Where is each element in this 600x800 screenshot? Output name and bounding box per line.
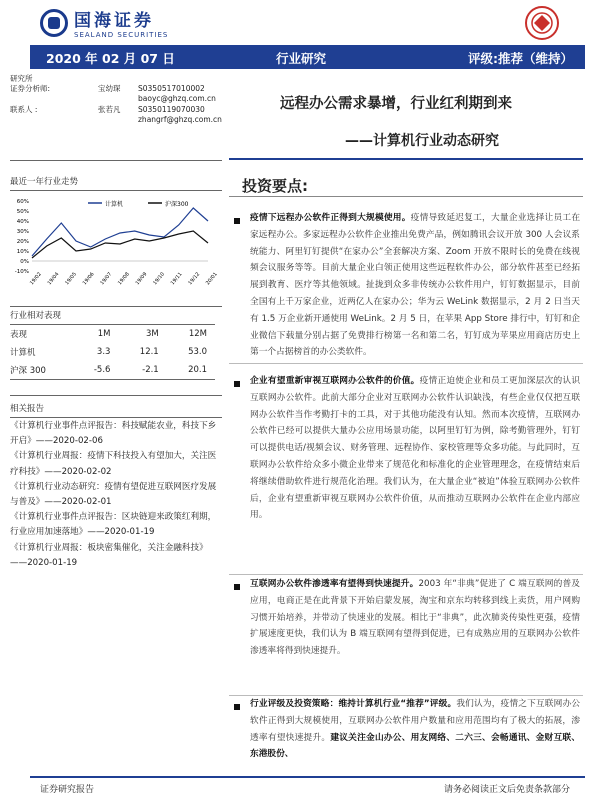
table-header-row <box>10 325 215 344</box>
x-tick-label: 19/11 <box>169 271 184 287</box>
reports-heading: 相关报告 <box>10 404 45 414</box>
y-tick-label: 10% <box>16 249 29 255</box>
report-link[interactable]: 《计算机行业事件点评报告：科技赋能农业，科技下乡开启》——2020-02-06 <box>10 421 217 447</box>
table-header-cell: 1M <box>97 329 111 339</box>
point-1-text: 疫情导致延迟复工，大量企业选择让员工在家远程办公。多家远程办公软件企业推出免费产品，例如腾讯会议开放 300 人会议系统能力、阿里钉钉提供“在家办公”全套解决方案、Zoom 开放不限时长的免费在线视频会议服务等等。目前大量企业白领正使用这些远程软件办公，部分软件甚至已经拓展到教育、医疗等其他领域。扯拢到众多非传统办公软件用户，钉钉数据显示，目前全国有上千万家企业，近两亿人在家办公；华为云 WeLink 数据显示，2 月 2 日当天有 1.5 万企业新开通使用 WeLink。2 月 5 日，在苹果 App Store 排行中，钉钉和企业微信下载量分别占据了免费排行榜第一名和第二名，钉钉成为苹果应用商店历史上第一个占据榜首的办公类软件。 <box>250 213 581 358</box>
contact-name: 张若凡 <box>98 105 121 114</box>
reports-list <box>10 418 222 571</box>
y-tick-label: 40% <box>16 219 29 225</box>
table-row <box>10 361 215 380</box>
bullet-icon <box>234 218 240 224</box>
report-link[interactable]: 《计算机行业事件点评报告：区块链迎来政策红利期，行业应用加速落地》——2020-01-19 <box>10 512 217 538</box>
point-2-lead: 企业有望重新审视互联网办公软件的价值。 <box>250 376 420 386</box>
table-cell: -5.6 <box>93 365 111 375</box>
y-tick-label: 30% <box>16 229 29 235</box>
divider <box>229 196 583 197</box>
y-tick-label: 50% <box>16 209 29 215</box>
contact-email[interactable]: zhangrf@ghzq.com.cn <box>138 115 222 124</box>
footer-right: 请务必阅读正文后免责条款部分 <box>443 785 570 795</box>
point-3-lead: 互联网办公软件渗透率有望得到快速提升。 <box>250 579 419 589</box>
table-cell: 计算机 <box>10 348 36 358</box>
point-3-text: 2003 年“非典”促进了 C 端互联网的普及应用，电商正是在此背景下开始启蒙发展，淘宝和京东均转移到线上卖货，用户网购习惯开始培养，并带动了快速业的发展。相比于“非典”，此次肺炎传染性更强，疫情扩展速度更快，我们认为 B 端互联网有望得到促进，已有成熟应用的互联网办公软件渗透率将得到快速提升。 <box>250 579 580 657</box>
point-2-text: 疫情正迫使企业和员工更加深层次的认识互联网办公软件。此前大部分企业对互联网办公软件认识缺浅，有些企业仅仅把互联网办公软件当作考勤打卡的工具，对于其他功能没有认知。然而本次疫情，互联网办公软件已经可以提供大量办公应用场景功能，以阿里钉钉为例，除考勤管理外，钉钉可以提供电话/视频会议、财务管理、远程协作、家校管理等众多功能。与此同时，互联网办公软件给众多小微企业带来了规范化和标准化的企业管理理念，在疫情结束后将继续借助软件进行规范化治理。我们认为，在大量企业“被迫”体验互联网办公软件后，企业有望重新审视互联网办公软件价值，从而推动互联网办公软件在企业内部应用。 <box>250 376 581 521</box>
logo-mark-icon <box>40 9 68 37</box>
emblem-icon <box>522 4 562 42</box>
contact-label: 联系人 : <box>10 105 38 114</box>
bullet-icon <box>234 704 240 710</box>
point-4-tail: 建议关注金山办公、用友网络、二六三、会畅通讯、金财互联、东港股份、 <box>250 732 581 760</box>
report-link[interactable]: 《计算机行业周报：板块密集催化，关注金融科技》——2020-01-19 <box>10 542 208 568</box>
trend-chart <box>10 193 219 303</box>
point-4 <box>250 696 580 763</box>
table-cell: 20.1 <box>188 365 207 375</box>
report-category: 行业研究 <box>276 51 327 66</box>
company-name-cn: 国海证券 <box>74 11 154 31</box>
analyst-id: S0350517010002 <box>138 84 205 93</box>
divider <box>229 363 583 364</box>
x-tick-label: 19/09 <box>134 271 149 287</box>
trend-heading: 最近一年行业走势 <box>10 177 79 187</box>
footer-divider <box>30 776 585 778</box>
table-cell: -2.1 <box>142 365 159 375</box>
x-tick-label: 20/01 <box>204 271 219 287</box>
table-cell: 3.3 <box>96 347 111 357</box>
analyst-email[interactable]: baoyc@ghzq.com.cn <box>138 94 216 103</box>
series-line-hs300 <box>32 231 208 258</box>
analyst-name: 宝幼琛 <box>98 84 121 93</box>
x-tick-label: 19/05 <box>64 271 79 287</box>
report-date: 2020 年 02 月 07 日 <box>46 51 175 66</box>
point-4-lead: 行业评级及投资策略：维持计算机行业“推荐”评级。 <box>250 699 457 709</box>
title-divider <box>229 158 583 160</box>
performance-table <box>10 324 215 380</box>
bullet-icon <box>234 381 240 387</box>
dept-label: 研究所 <box>10 74 33 83</box>
divider <box>10 190 222 191</box>
report-title: 远程办公需求暴增，行业红利期到来 <box>280 96 512 112</box>
divider <box>229 574 583 575</box>
analyst-label: 证券分析师: <box>10 84 51 93</box>
point-2 <box>250 373 580 524</box>
company-name-en: SEALAND SECURITIES <box>74 31 169 39</box>
x-tick-label: 19/04 <box>46 271 61 287</box>
x-tick-label: 19/10 <box>152 271 167 287</box>
x-tick-label: 19/06 <box>81 271 96 287</box>
legend-label-computer: 计算机 <box>105 201 124 208</box>
x-tick-label: 19/08 <box>116 271 131 287</box>
point-1 <box>250 210 580 361</box>
header-band <box>30 45 585 69</box>
bullet-icon <box>234 584 240 590</box>
x-tick-label: 19/02 <box>28 271 43 287</box>
company-logo <box>40 6 168 39</box>
table-header-cell: 表现 <box>10 330 28 340</box>
series-line-computer <box>32 208 208 256</box>
table-header-cell: 3M <box>145 329 159 339</box>
point-1-lead: 疫情下远程办公软件正得到大规模使用。 <box>250 213 411 223</box>
point-3 <box>250 576 580 660</box>
table-cell: 12.1 <box>139 347 159 357</box>
table-row <box>10 343 215 361</box>
analyst-block <box>10 74 222 125</box>
investment-heading: 投资要点: <box>242 177 308 195</box>
x-tick-label: 19/07 <box>99 271 114 287</box>
table-header-cell: 12M <box>188 329 207 339</box>
y-tick-label: 60% <box>16 199 29 205</box>
y-tick-label: 0% <box>20 259 29 265</box>
report-link[interactable]: 《计算机行业动态研究：疫情有望促进互联网医疗发展与普及》——2020-02-01 <box>10 481 217 508</box>
x-tick-label: 19/12 <box>187 271 202 287</box>
table-cell: 53.0 <box>188 347 207 357</box>
footer-left: 证券研究报告 <box>40 785 95 795</box>
y-tick-label: 20% <box>16 239 29 245</box>
legend-label-hs300: 沪深300 <box>165 201 189 208</box>
point-4-text: 我们认为，疫情之下互联网办公软件正得到大规模使用，互联网办公软件用户数量和应用范围均有了极大的拓展，渗透率有望快速提升。 <box>250 699 581 743</box>
report-subtitle: ——计算机行业动态研究 <box>345 133 499 149</box>
table-cell: 沪深 300 <box>10 366 46 376</box>
y-tick-label: -10% <box>14 269 29 275</box>
report-link[interactable]: 《计算机行业周报：疫情下科技投入有望加大，关注医疗科技》——2020-02-02 <box>10 451 217 477</box>
performance-heading: 行业相对表现 <box>10 311 62 321</box>
contact-id: S0350119070030 <box>138 105 205 114</box>
report-rating: 评级:推荐（维持） <box>468 51 573 66</box>
